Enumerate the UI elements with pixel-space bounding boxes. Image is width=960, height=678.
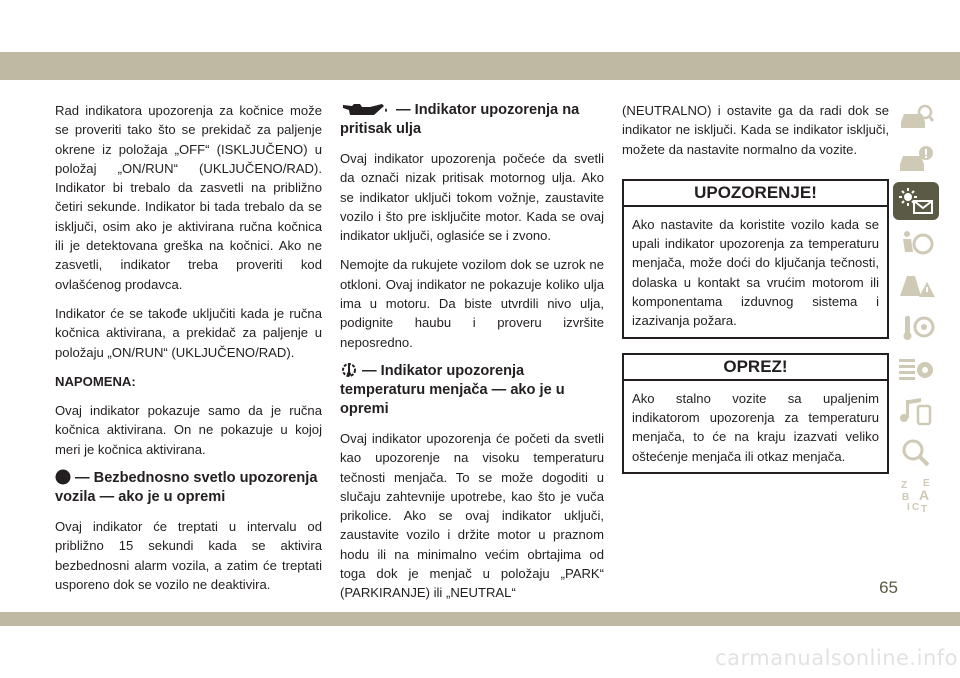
paragraph: Nemojte da rukujete vozilom dok se uzrok ne otkloni. Ovaj indikator ne pokazuje koliko ulja ima u motoru. Da biste utvrdili nivo ulja, podignite haubu i proveru izvršite neposredno.	[340, 257, 604, 350]
heading-text: — Indikator upozorenja na pritisak ulja	[340, 102, 580, 137]
paragraph: Ovaj indikator će treptati u intervalu od približno 15 sekundi kada se aktivira bezbednosni alarm vozila, a zatim će treptati usporeno dok se vozilo ne deaktivira.	[55, 519, 322, 592]
svg-text:I: I	[907, 502, 910, 513]
paragraph: Indikator će se takođe uključiti kada je ručna kočnica aktivirana, a prekidač za paljenje u položaju „ON/RUN“ (UKLJUČENO/RAD).	[55, 305, 322, 360]
checklist-gear-icon	[897, 354, 935, 384]
caution-title: OPREZ!	[624, 355, 887, 381]
paragraph: (NEUTRALNO) i ostavite ga da radi dok se indikator ne isključi. Kada se indikator isključi, možete da nastavite normalno da vozite.	[622, 103, 889, 157]
svg-text:Z: Z	[901, 480, 908, 491]
heading-text: — Indikator upozorenja temperaturu menjača — ako je u opremi	[340, 362, 565, 417]
tab-checklist-gear[interactable]	[893, 350, 939, 388]
warning-lights-icon	[897, 186, 935, 216]
magnifier-icon	[897, 438, 935, 468]
tab-service-wrench[interactable]	[893, 308, 939, 346]
heading-text: — Bezbednosno svetlo upozorenja vozila — ako je u opremi	[55, 470, 318, 506]
column-1	[55, 101, 322, 604]
road-warning-icon	[897, 270, 935, 300]
section-heading-transmission-temperature	[340, 362, 604, 419]
tab-car-search[interactable]	[893, 98, 939, 136]
caution-text: Ako stalno vozite sa upaljenim indikatorom upozorenja za temperaturu menjača, to će na kraju izazvati veliko oštećenje menjača ili otkaz menjača.	[632, 390, 879, 464]
service-wrench-icon	[897, 312, 935, 342]
oil-can-icon	[340, 101, 392, 117]
svg-text:E: E	[923, 478, 930, 489]
security-light-icon	[55, 469, 71, 485]
music-phone-icon	[897, 396, 935, 426]
watermark: carmanualsonline.info	[715, 646, 958, 670]
note-text: Ovaj indikator pokazuje samo da je ručna kočnica aktivirana. On ne pokazuje u kojoj meri je kočnica aktivirana.	[55, 403, 322, 457]
section-heading-security-light	[55, 469, 322, 507]
warning-title: UPOZORENJE!	[624, 181, 887, 207]
column-2	[340, 101, 604, 603]
svg-text:B: B	[902, 492, 910, 503]
alphabet-index-icon	[897, 476, 935, 514]
car-info-icon	[897, 144, 935, 174]
chapter-tabs	[893, 98, 939, 518]
note-label: NAPOMENA:	[55, 373, 136, 389]
steering-airbag-icon	[897, 228, 935, 258]
svg-text:C: C	[912, 502, 920, 513]
car-search-icon	[897, 102, 935, 132]
svg-text:T: T	[921, 504, 928, 514]
tab-alphabet-index[interactable]	[893, 476, 939, 514]
svg-text:A: A	[919, 487, 930, 503]
tab-magnifier[interactable]	[893, 434, 939, 472]
tab-warning-lights[interactable]	[893, 182, 939, 220]
warning-box	[622, 179, 889, 339]
section-heading-oil-pressure	[340, 101, 604, 139]
column-3	[622, 101, 889, 488]
caution-box	[622, 353, 889, 474]
warning-text: Ako nastavite da koristite vozilo kada se upali indikator upozorenja za temperaturu menjača, može doći do ključanja tečnosti, dolaska u kontakt sa vrućim motorom ili komponentama izduvnog sistema i izazivanja požara.	[632, 216, 879, 329]
paragraph: Ovaj indikator upozorenja počeće da svetli da označi nizak pritisak motornog ulja. Ako se indikator uključi tokom vožnje, zaustavite vozilo i što pre isključite motor. Kada se ovaj indikator uključi, oglasiće se i zvono.	[340, 151, 604, 244]
tab-steering-airbag[interactable]	[893, 224, 939, 262]
transmission-temperature-icon	[340, 361, 358, 379]
tab-music-phone[interactable]	[893, 392, 939, 430]
top-band	[0, 52, 960, 80]
paragraph: Ovaj indikator upozorenja će početi da svetli kao upozorenje na visoku temperaturu tečnosti menjača. To se može dogoditi u slučaju zahtevnije upotrebe, kao što je vuča prikolice. Ako se ovaj indikator uključi, zaustavite vozilo i držite motor u praznom hodu ili na minimalno većim obrtajima od toga dok je menjač u položaju „PARK“ (PARKIRANJE) ili „NEUTRAL“	[340, 430, 604, 601]
paragraph: Rad indikatora upozorenja za kočnice može se proveriti tako što se prekidač za paljenje okrene iz položaja „OFF“ (ISKLJUČENO) u položaj „ON/RUN“ (UKLJUČENO/RAD). Indikator bi trebalo da zasvetli na približno četiri sekunde. Indikator bi tada trebalo da se isključi, osim ako je aktivirana ručna kočnica ili je detektovana greška na kočnici. Ako ne zasvetli, indikator treba proveriti kod ovlašćenog prodavca.	[55, 103, 322, 292]
tab-road-warning[interactable]	[893, 266, 939, 304]
bottom-band	[0, 612, 960, 626]
tab-car-info[interactable]	[893, 140, 939, 178]
page-number: 65	[879, 578, 898, 597]
